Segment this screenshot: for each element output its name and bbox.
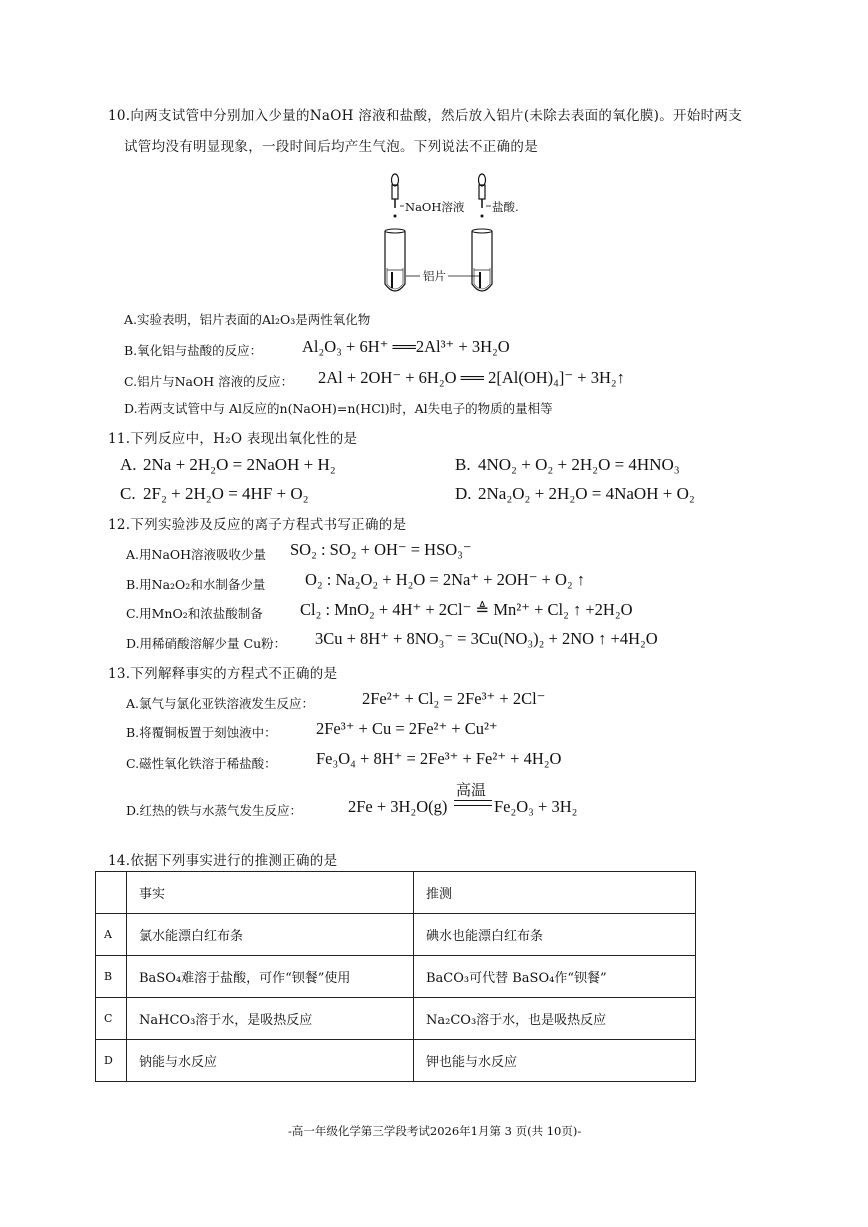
figure-label-aluminum: 铝片 xyxy=(423,269,446,283)
table-cell-label: C xyxy=(96,998,127,1040)
figure-label-naoh: NaOH溶液 xyxy=(405,200,465,214)
q10-stem-line1: 10.向两支试管中分别加入少量的NaOH 溶液和盐酸，然后放入铝片(未除去表面的氧化膜)。开始时两支 xyxy=(108,108,742,124)
table-cell-fact: BaSO₄难溶于盐酸，可作“钡餐”使用 xyxy=(127,956,414,998)
q10-option-a: A.实验表明，铝片表面的Al₂O₃是两性氧化物 xyxy=(124,312,371,327)
q11-option-b-label: B. xyxy=(455,455,471,474)
table-header-cell xyxy=(96,872,127,914)
table-row xyxy=(96,998,696,1040)
q13-option-c-equation: Fe₃O₄ + 8H⁺ = 2Fe³⁺ + Fe²⁺ + 4H₂O xyxy=(316,749,562,768)
q12-option-d: D.用稀硝酸溶解少量 Cu粉： xyxy=(126,636,287,651)
table-cell-inference: 碘水也能漂白红布条 xyxy=(414,914,696,956)
table-header-cell: 事实 xyxy=(127,872,414,914)
table-cell-fact: NaHCO₃溶于水，是吸热反应 xyxy=(127,998,414,1040)
q12-option-a-equation: SO₂ : SO₂ + OH⁻ = HSO₃⁻ xyxy=(290,540,472,559)
q11-option-c-label: C. xyxy=(120,484,136,503)
left-dropper-icon xyxy=(392,174,399,218)
table-cell-inference: 钾也能与水反应 xyxy=(414,1040,696,1082)
q12-option-b-equation: O₂ : Na₂O₂ + H₂O = 2Na⁺ + 2OH⁻ + O₂ ↑ xyxy=(305,570,586,589)
q13-option-d-equation-right: Fe₂O₃ + 3H₂ xyxy=(494,797,578,816)
q10-option-b: B.氧化铝与盐酸的反应： xyxy=(124,343,263,358)
q11-option-a-label: A. xyxy=(120,455,137,474)
q10-option-c: C.铝片与NaOH 溶液的反应： xyxy=(124,374,294,389)
table-row xyxy=(96,956,696,998)
facts-table xyxy=(95,871,696,1082)
right-test-tube-icon xyxy=(472,229,492,291)
table-cell-inference: BaCO₃可代替 BaSO₄作“钡餐” xyxy=(414,956,696,998)
table-cell-fact: 钠能与水反应 xyxy=(127,1040,414,1082)
q14-stem: 14.依据下列事实进行的推测正确的是 xyxy=(108,853,338,869)
q11-option-c-equation: 2F₂ + 2H₂O = 4HF + O₂ xyxy=(143,484,309,503)
q11-stem: 11.下列反应中，H₂O 表现出氧化性的是 xyxy=(108,431,358,447)
table-row xyxy=(96,1040,696,1082)
q12-option-d-equation: 3Cu + 8H⁺ + 8NO₃⁻ = 3Cu(NO₃)₂ + 2NO ↑ +4H₂O xyxy=(315,629,658,648)
table-cell-fact: 氯水能漂白红布条 xyxy=(127,914,414,956)
q13-option-c: C.磁性氧化铁溶于稀盐酸： xyxy=(126,756,277,771)
table-row xyxy=(96,914,696,956)
table-header-row xyxy=(96,872,696,914)
q13-option-a-equation: 2Fe²⁺ + Cl₂ = 2Fe³⁺ + 2Cl⁻ xyxy=(362,689,546,708)
right-dropper-icon xyxy=(479,174,486,218)
table-cell-label: B xyxy=(96,956,127,998)
q13-option-b-equation: 2Fe³⁺ + Cu = 2Fe²⁺ + Cu²⁺ xyxy=(316,719,498,738)
q10-option-b-equation: Al₂O₃ + 6H⁺ ══2Al³⁺ + 3H₂O xyxy=(302,337,510,356)
q13-option-a: A.氯气与氯化亚铁溶液发生反应： xyxy=(126,696,315,711)
table-cell-inference: Na₂CO₃溶于水，也是吸热反应 xyxy=(414,998,696,1040)
figure-label-hcl: 盐酸. xyxy=(492,200,519,214)
q12-option-a: A.用NaOH溶液吸收少量 xyxy=(126,547,267,562)
page-footer: -高一年级化学第三学段考试2026年1月第 3 页(共 10页)- xyxy=(288,1124,582,1138)
q10-option-d: D.若两支试管中与 Al反应的n(NaOH)=n(HCl)时，Al失电子的物质的量相等 xyxy=(124,401,553,416)
table-cell-label: A xyxy=(96,914,127,956)
q11-option-a-equation: 2Na + 2H₂O = 2NaOH + H₂ xyxy=(143,455,336,474)
q12-option-c-equation: Cl₂ : MnO₂ + 4H⁺ + 2Cl⁻ ≜ Mn²⁺ + Cl₂ ↑ +2H₂O xyxy=(300,600,633,619)
table-cell-label: D xyxy=(96,1040,127,1082)
q11-option-d-equation: 2Na₂O₂ + 2H₂O = 4NaOH + O₂ xyxy=(478,484,695,503)
equals-sign-icon xyxy=(454,800,492,806)
q12-option-c: C.用MnO₂和浓盐酸制备 xyxy=(126,606,263,621)
q12-stem: 12.下列实验涉及反应的离子方程式书写正确的是 xyxy=(108,517,407,533)
q12-option-b: B.用Na₂O₂和水制备少量 xyxy=(126,577,266,592)
q11-option-b-equation: 4NO₂ + O₂ + 2H₂O = 4HNO₃ xyxy=(478,455,680,474)
left-test-tube-icon xyxy=(385,229,405,291)
q10-stem-line2: 试管均没有明显现象，一段时间后均产生气泡。下列说法不正确的是 xyxy=(124,139,538,155)
q13-option-d-condition: 高温 xyxy=(456,781,487,799)
q11-option-d-label: D. xyxy=(455,484,472,503)
q13-option-d-equation-left: 2Fe + 3H₂O(g) xyxy=(348,797,448,816)
table-header-cell: 推测 xyxy=(414,872,696,914)
q13-option-d: D.红热的铁与水蒸气发生反应： xyxy=(126,803,303,818)
q13-stem: 13.下列解释事实的方程式不正确的是 xyxy=(108,666,338,682)
q10-option-c-equation: 2Al + 2OH⁻ + 6H₂O ══ 2[Al(OH)₄]⁻ + 3H₂↑ xyxy=(318,368,625,387)
q13-option-b: B.将覆铜板置于刻蚀液中： xyxy=(126,725,277,740)
